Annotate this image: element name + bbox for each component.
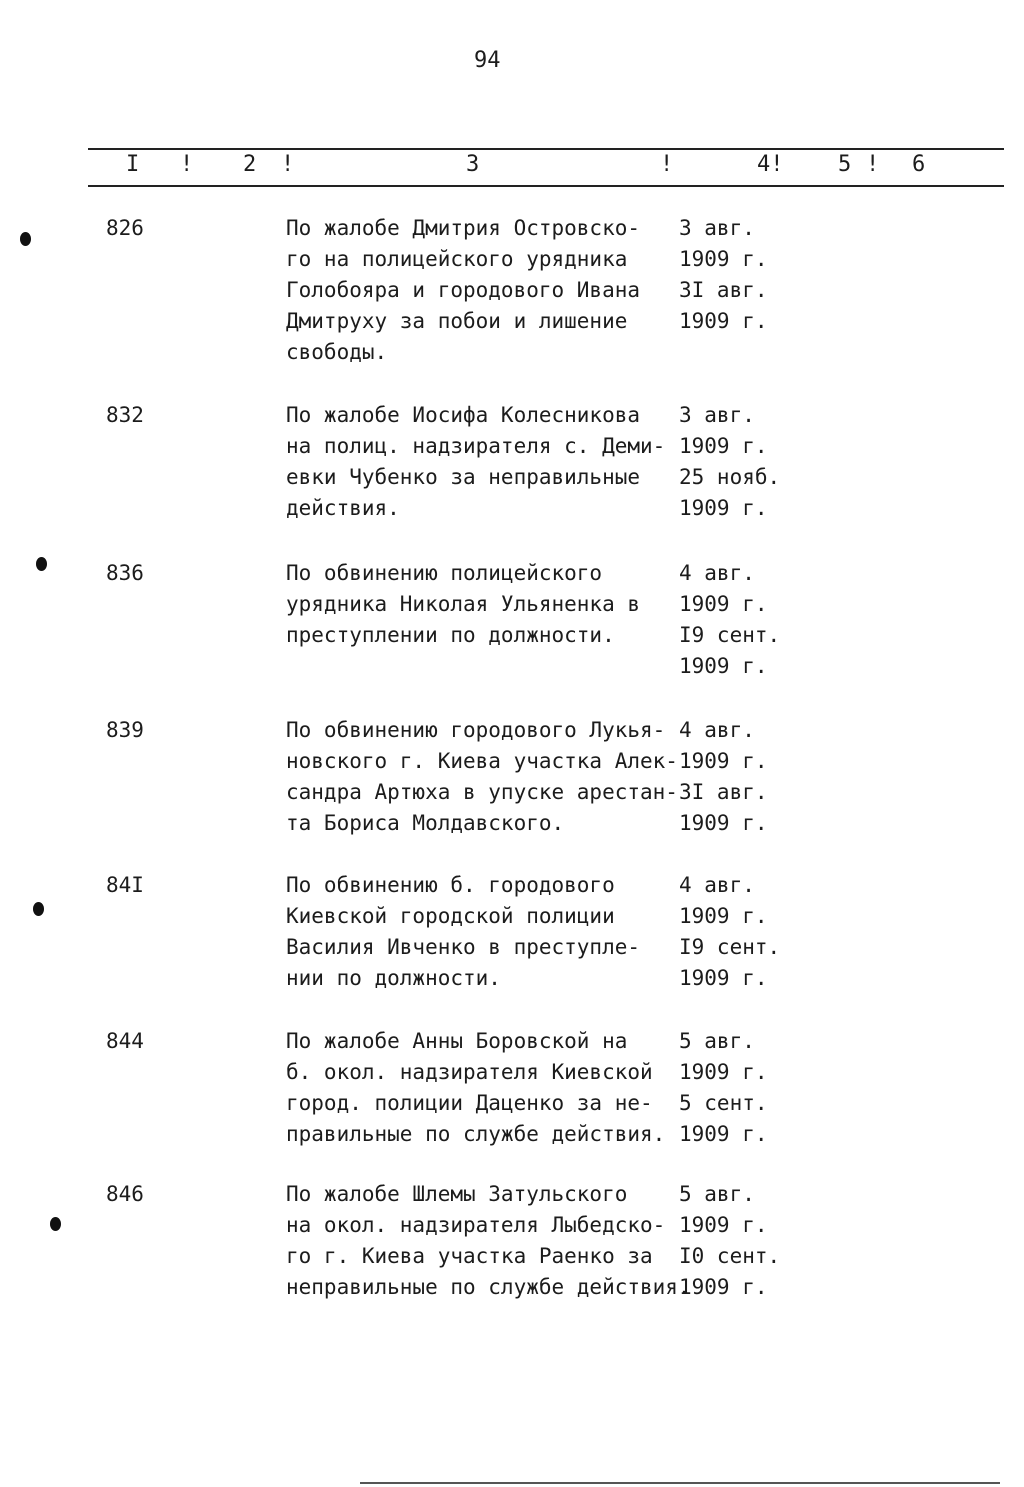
date-line: 3 авг.	[679, 403, 755, 427]
description-line: б. окол. надзирателя Киевской	[286, 1060, 653, 1084]
header-sep-1: !	[180, 152, 194, 177]
description-line: Дмитруху за побои и лишение	[286, 309, 628, 333]
date-line: 1909 г.	[679, 811, 768, 835]
description-line: новского г. Киева участка Алек-	[286, 749, 678, 773]
entry-number: 84I	[106, 873, 144, 897]
entry-dates	[679, 400, 780, 524]
header-col-1: I	[126, 152, 140, 177]
date-line: 1909 г.	[679, 1060, 768, 1084]
date-line: 5 авг.	[679, 1029, 755, 1053]
date-line: I9 сент.	[679, 935, 781, 959]
header-col-4: 4!	[757, 152, 784, 177]
entry-description	[286, 870, 640, 994]
entry-description	[286, 715, 678, 839]
date-line: 1909 г.	[679, 1275, 768, 1299]
description-line: го на полицейского урядника	[286, 247, 628, 271]
entry-description	[286, 400, 665, 524]
description-line: По обвинению городового Лукья-	[286, 718, 666, 742]
description-line: сандра Артюха в упуске арестан-	[286, 780, 678, 804]
date-line: 1909 г.	[679, 749, 768, 773]
entry-dates	[679, 213, 768, 337]
header-sep-2: !	[281, 152, 295, 177]
header-top-rule	[88, 148, 1004, 150]
description-line: евки Чубенко за неправильные	[286, 465, 641, 489]
date-line: 3I авг.	[679, 278, 768, 302]
description-line: По жалобе Дмитрия Островско-	[286, 216, 641, 240]
description-line: та Бориса Молдавского.	[286, 811, 565, 835]
page-number: 94	[474, 48, 501, 73]
entry-description	[286, 1179, 691, 1303]
entry-number: 839	[106, 718, 144, 742]
description-line: Василия Ивченко в преступле-	[286, 935, 641, 959]
entry-description	[286, 213, 640, 368]
entry-dates	[679, 1179, 780, 1303]
date-line: 4 авг.	[679, 873, 755, 897]
date-line: 1909 г.	[679, 966, 768, 990]
entry-number: 846	[106, 1182, 144, 1206]
description-line: нии по должности.	[286, 966, 501, 990]
entry-number: 826	[106, 216, 144, 240]
description-line: свободы.	[286, 340, 388, 364]
description-line: По обвинению полицейского	[286, 561, 603, 585]
description-line: на окол. надзирателя Лыбедско-	[286, 1213, 666, 1237]
description-line: По жалобе Шлемы Затульского	[286, 1182, 628, 1206]
description-line: урядника Николая Ульяненка в	[286, 592, 641, 616]
description-line: преступлении по должности.	[286, 623, 615, 647]
description-line: По обвинению б. городового	[286, 873, 615, 897]
entry-dates	[679, 1026, 768, 1150]
binder-hole-mark	[36, 557, 47, 571]
date-line: I9 сент.	[679, 623, 781, 647]
date-line: 1909 г.	[679, 1213, 768, 1237]
header-col-3: 3	[466, 152, 480, 177]
date-line: 1909 г.	[679, 1122, 768, 1146]
binder-hole-mark	[20, 232, 31, 246]
date-line: 3 авг.	[679, 216, 755, 240]
header-bottom-rule	[88, 185, 1004, 187]
date-line: I0 сент.	[679, 1244, 781, 1268]
header-col-5: 5	[838, 152, 852, 177]
date-line: 1909 г.	[679, 496, 768, 520]
date-line: 4 авг.	[679, 718, 755, 742]
date-line: 5 сент.	[679, 1091, 768, 1115]
description-line: Голобояра и городового Ивана	[286, 278, 641, 302]
date-line: 1909 г.	[679, 434, 768, 458]
header-sep-3: !	[660, 152, 674, 177]
description-line: По жалобе Анны Боровской на	[286, 1029, 628, 1053]
description-line: неправильные по службе действия.	[286, 1275, 691, 1299]
date-line: 25 нояб.	[679, 465, 781, 489]
date-line: 1909 г.	[679, 309, 768, 333]
description-line: правильные по службе действия.	[286, 1122, 666, 1146]
header-col-2: 2	[243, 152, 257, 177]
binder-hole-mark	[33, 902, 44, 916]
entry-number: 832	[106, 403, 144, 427]
entry-description	[286, 1026, 665, 1150]
description-line: го г. Киева участка Раенко за	[286, 1244, 653, 1268]
entry-dates	[679, 558, 780, 682]
entry-dates	[679, 870, 780, 994]
date-line: 1909 г.	[679, 592, 768, 616]
date-line: 1909 г.	[679, 654, 768, 678]
description-line: По жалобе Иосифа Колесникова	[286, 403, 641, 427]
entry-number: 836	[106, 561, 144, 585]
date-line: 5 авг.	[679, 1182, 755, 1206]
header-col-6: 6	[912, 152, 926, 177]
date-line: 1909 г.	[679, 904, 768, 928]
header-sep-5: !	[866, 152, 880, 177]
binder-hole-mark	[50, 1217, 61, 1231]
description-line: Киевской городской полиции	[286, 904, 615, 928]
date-line: 3I авг.	[679, 780, 768, 804]
date-line: 1909 г.	[679, 247, 768, 271]
entry-description	[286, 558, 640, 651]
entry-number: 844	[106, 1029, 144, 1053]
date-line: 4 авг.	[679, 561, 755, 585]
bottom-edge-line	[360, 1482, 1000, 1484]
description-line: на полиц. надзирателя с. Деми-	[286, 434, 666, 458]
description-line: действия.	[286, 496, 400, 520]
description-line: город. полиции Даценко за не-	[286, 1091, 653, 1115]
entry-dates	[679, 715, 768, 839]
